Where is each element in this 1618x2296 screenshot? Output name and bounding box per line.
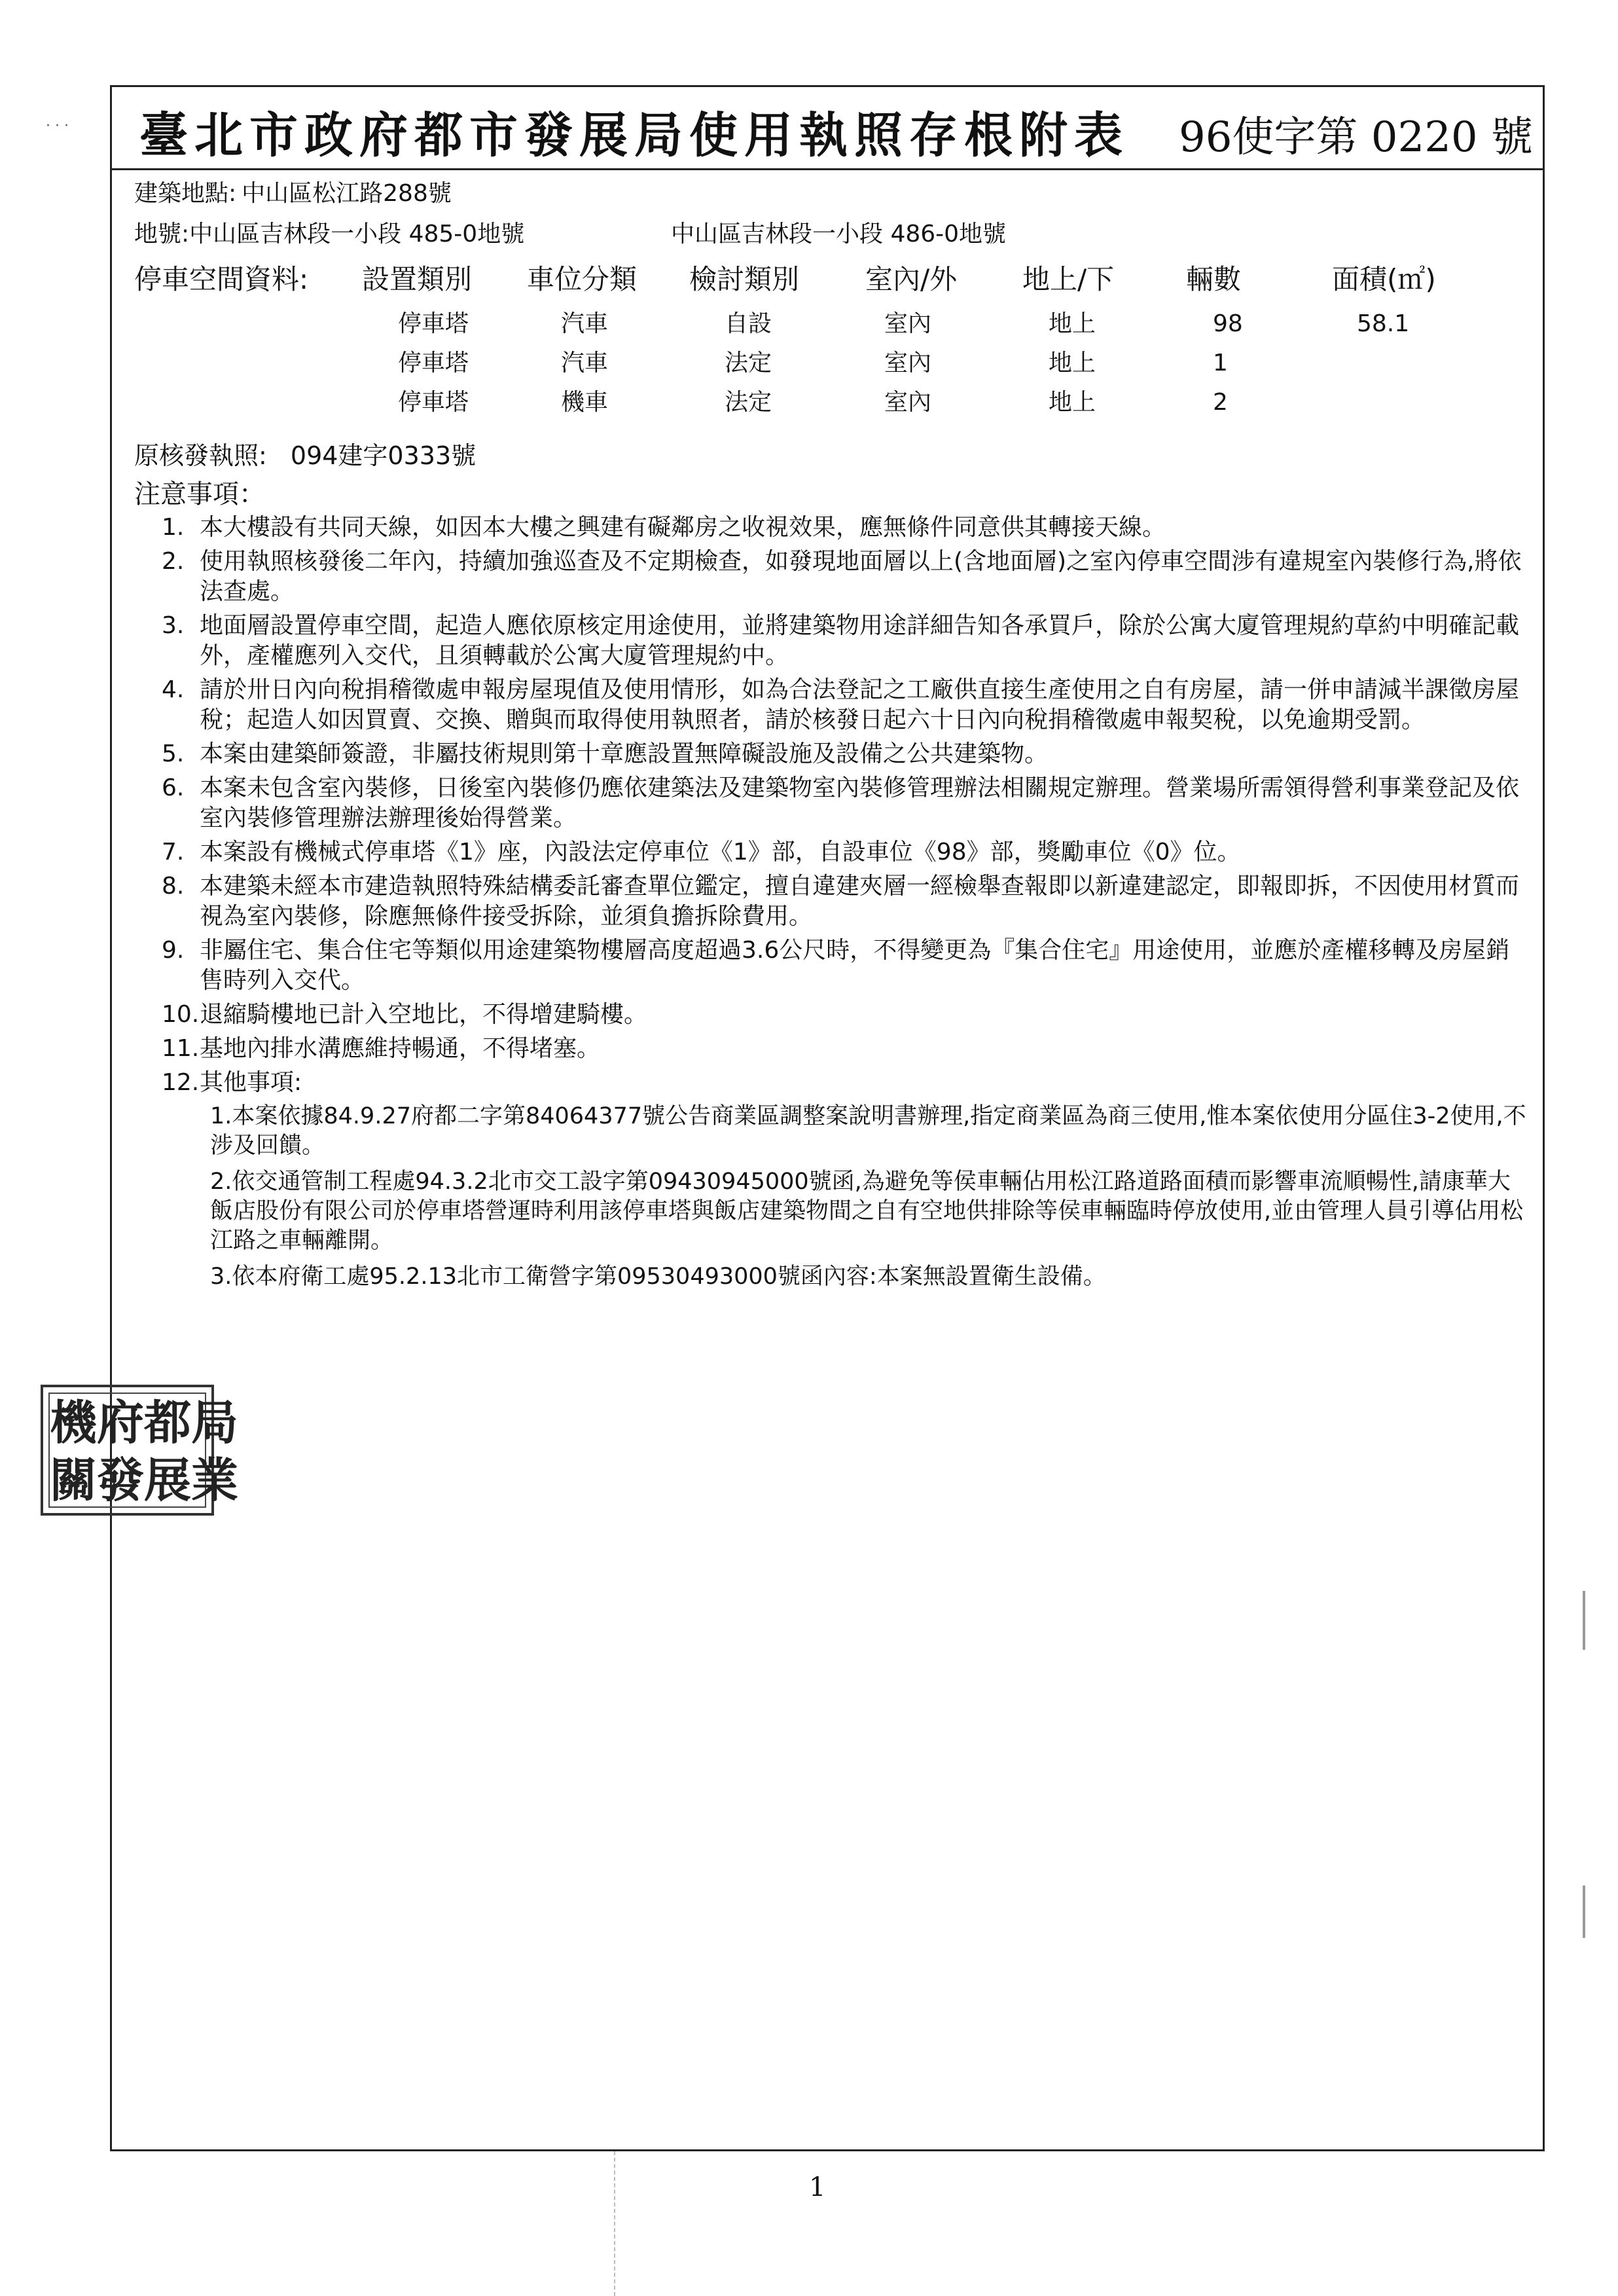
parking-row [134,345,1528,384]
parking-cell: 98 [1213,310,1243,337]
note-number: 4. [162,676,185,703]
document-header [110,85,1545,170]
other-matter-item: 2.依交通管制工程處94.3.2北市交工設字第09430945000號函,為避免等侯車輛佔用松江路道路面積而影響車流順暢性,請康華大飯店股份有限公司於停車塔營運時利用該停車塔與飯店建築物間之自有空地供排除等侯車輛臨時停放使用,並由管理人員引導佔用松江路之車輛離開。 [210,1169,1524,1254]
parking-cell: 地上 [1049,310,1096,337]
parking-cell: 室內 [884,310,932,337]
note-number: 9. [162,937,185,964]
document-title: 臺北市政府都市發展局使用執照存根附表 [139,107,1129,164]
note-item [134,675,1528,735]
note-item [134,1034,1528,1064]
parking-header-cell: 設置類別 [362,263,473,295]
lot-row [134,214,1528,255]
seal-char: 機 [50,1394,98,1450]
parking-header-cell: 室內/外 [865,263,958,295]
note-number: 5. [162,740,185,767]
parking-cell: 地上 [1049,350,1096,376]
seal-char: 發 [97,1452,145,1508]
parking-header-row [134,259,1528,306]
seal-char: 局 [191,1394,239,1450]
note-text: 本案由建築師簽證，非屬技術規則第十章應設置無障礙設施及設備之公共建築物。 [200,740,1049,767]
parking-header-cell: 車位分類 [527,263,638,295]
seal-char: 業 [191,1452,239,1508]
note-number: 12. [162,1069,200,1096]
official-seal-stamp [41,1385,239,1516]
notes-title: 注意事項： [134,479,265,509]
page-number: 1 [809,2172,826,2202]
lot-value-2: 中山區吉林段一小段 486-0地號 [671,221,1007,247]
note-item [134,547,1528,607]
original-permit-row [134,435,1528,476]
note-number: 6. [162,774,185,801]
parking-cell: 地上 [1049,389,1096,416]
parking-cell: 停車塔 [398,310,469,337]
parking-header-cell: 輛數 [1186,263,1242,295]
note-text: 本大樓設有共同天線，如因本大樓之興建有礙鄰房之收視效果，應無條件同意供其轉接天線。 [200,514,1166,541]
seal-char: 展 [144,1452,192,1508]
seal-grid [48,1393,239,1508]
note-item [134,513,1528,543]
parking-row [134,306,1528,345]
parking-cell: 自設 [725,310,772,337]
site-address-value: 中山區松江路288號 [242,180,452,207]
note-item [134,936,1528,996]
parking-cell: 停車塔 [398,350,469,376]
note-text: 非屬住宅、集合住宅等類似用途建築物樓層高度超過3.6公尺時，不得變更為『集合住宅』用途使用，並應於產權移轉及房屋銷售時列入交代。 [200,937,1510,994]
fold-line [614,2151,615,2296]
original-permit-value: 094建字0333號 [290,441,476,470]
seal-char: 都 [144,1394,192,1450]
note-number: 7. [162,839,185,866]
parking-cell: 1 [1213,350,1228,376]
note-number: 8. [162,873,185,900]
parking-header-cell: 檢討類別 [689,263,800,295]
note-text: 本建築未經本市建造執照特殊結構委託審查單位鑑定，擅自違建夾層一經檢舉查報即以新違建認定，即報即拆，不因使用材質而視為室內裝修，除應無條件接受拆除，並須負擔拆除費用。 [200,873,1520,930]
permit-number: 96使字第 0220 號 [1179,113,1533,162]
parking-header-cell: 面積(㎡) [1332,263,1436,295]
note-number: 3. [162,612,185,639]
lot-value-1: 中山區吉林段一小段 485-0地號 [189,221,525,247]
other-matter-item: 3.依本府衛工處95.2.13北市工衛營字第09530493000號函內容:本案無設置衛生設備。 [210,1264,1106,1290]
parking-cell: 汽車 [561,350,609,376]
seal-char: 關 [50,1452,98,1508]
margin-mark: · · · [46,118,69,134]
parking-cell: 室內 [884,350,932,376]
parking-header-cell: 地上/下 [1022,263,1115,295]
parking-cell: 法定 [725,350,772,376]
document-body [134,173,1528,1298]
note-text: 基地內排水溝應維持暢通，不得堵塞。 [200,1035,601,1062]
note-text: 其他事項: [200,1069,302,1096]
parking-cell: 2 [1213,389,1228,416]
note-item [134,871,1528,932]
note-item [134,837,1528,867]
note-item [134,739,1528,769]
original-permit-label: 原核發執照: [134,441,267,470]
note-text: 本案未包含室內裝修，日後室內裝修仍應依建築法及建築物室內裝修管理辦法相關規定辦理。營業場所需領得營利事業登記及依室內裝修管理辦法辦理後始得營業。 [200,774,1520,831]
note-text: 地面層設置停車空間，起造人應依原核定用途使用，並將建築物用途詳細告知各承買戶，除於公寓大廈管理規約草約中明確記載外，產權應列入交代，且須轉載於公寓大廈管理規約中。 [200,612,1520,669]
note-item [134,1000,1528,1030]
lot-label: 地號: [134,221,190,247]
note-item [134,611,1528,671]
edge-mark [1583,1591,1585,1650]
note-text: 請於卅日內向稅捐稽徵處申報房屋現值及使用情形，如為合法登記之工廠供直接生產使用之自有房屋，請一併申請減半課徵房屋稅；起造人如因買賣、交換、贈與而取得使用執照者，請於核發日起六十日內向稅捐稽徵處申報契稅，以免逾期受罰。 [200,676,1520,733]
parking-cell: 室內 [884,389,932,416]
note-item [134,1068,1528,1098]
notes-list [134,513,1528,1098]
parking-cell: 58.1 [1357,310,1410,337]
parking-section-label: 停車空間資料: [134,263,309,295]
note-number: 2. [162,548,185,575]
parking-cell: 停車塔 [398,389,469,416]
site-address-row [134,173,1528,214]
parking-cell: 機車 [561,389,609,416]
note-text: 本案設有機械式停車塔《1》座，內設法定停車位《1》部，自設車位《98》部，獎勵車位《0》位。 [200,839,1241,866]
note-text: 使用執照核發後二年內，持續加強巡查及不定期檢查，如發現地面層以上(含地面層)之室內停車空間涉有違規室內裝修行為,將依法查處。 [200,548,1522,605]
other-matter-item: 1.本案依據84.9.27府都二字第84064377號公告商業區調整案說明書辦理,指定商業區為商三使用,惟本案依使用分區住3-2使用,不涉及回饋。 [210,1103,1526,1159]
note-item [134,773,1528,833]
site-address-label: 建築地點: [134,180,237,207]
note-text: 退縮騎樓地已計入空地比，不得增建騎樓。 [200,1001,648,1028]
seal-char: 府 [97,1394,145,1450]
note-number: 1. [162,514,185,541]
parking-row [134,384,1528,424]
note-number: 10. [162,1001,200,1028]
edge-mark [1583,1886,1585,1938]
parking-cell: 法定 [725,389,772,416]
note-number: 11. [162,1035,200,1062]
parking-cell: 汽車 [561,310,609,337]
